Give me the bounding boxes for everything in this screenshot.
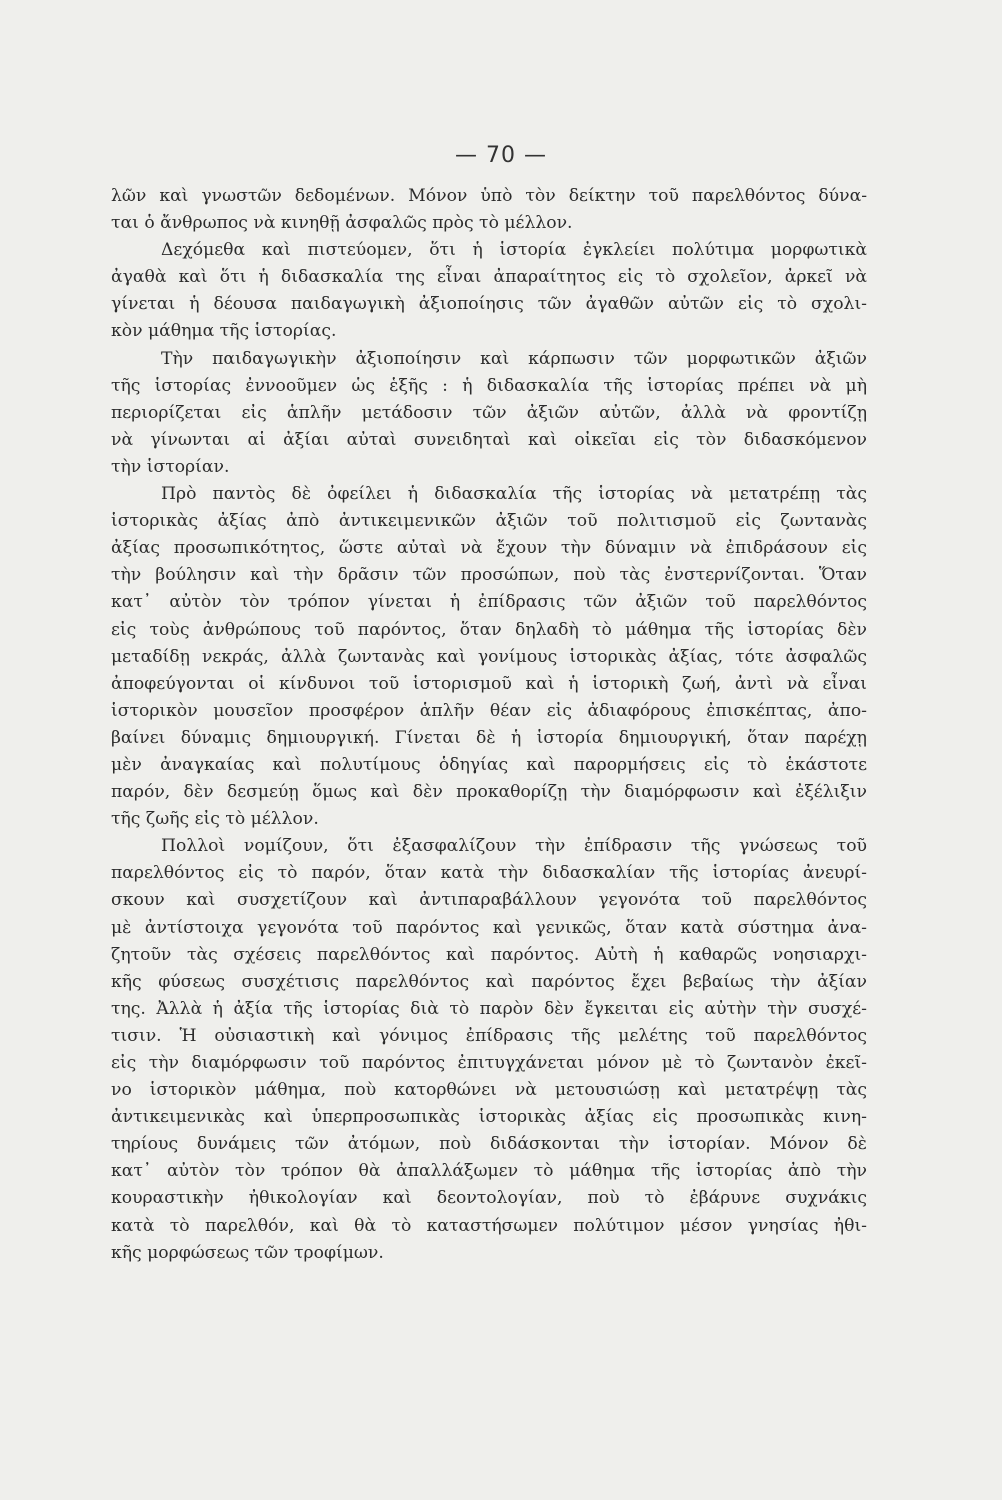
text-line: τῆς ζωῆς εἰς τὸ μέλλον. <box>111 809 319 830</box>
text-line: τὴν ἱστορίαν. <box>111 456 230 477</box>
text-line: Πολλοὶ νομίζουν, ὅτι ἐξασφαλίζουν τὴν ἐπίδρασιν τῆς γνώσεως τοῦ <box>161 836 867 857</box>
text-line: εἰς τοὺς ἀνθρώπους τοῦ παρόντος, ὅταν δηλαδὴ τὸ μάθημα τῆς ἱστορίας δὲν <box>111 619 867 640</box>
text-line: κατ᾽ αὐτὸν τὸν τρόπον θὰ ἀπαλλάξωμεν τὸ μάθημα τῆς ἱστορίας ἀπὸ τὴν <box>111 1161 867 1182</box>
text-line: Πρὸ παντὸς δὲ ὀφείλει ἡ διδασκαλία τῆς ἱστορίας νὰ μετατρέπῃ τὰς <box>161 484 867 505</box>
text-line: γίνεται ἡ δέουσα παιδαγωγικὴ ἀξιοποίησις τῶν ἀγαθῶν αὐτῶν εἰς τὸ σχολι- <box>111 294 867 315</box>
body-text <box>111 183 867 1267</box>
text-line: Τὴν παιδαγωγικὴν ἀξιοποίησιν καὶ κάρπωσιν τῶν μορφωτικῶν ἀξιῶν <box>161 348 867 369</box>
text-line: μεταδίδῃ νεκράς, ἀλλὰ ζωντανὰς καὶ γονίμους ἱστορικὰς ἀξίας, τότε ἀσφαλῶς <box>111 646 867 667</box>
text-line: ἱστορικὸν μουσεῖον προσφέρον ἁπλῆν θέαν εἰς ἀδιαφόρους ἐπισκέπτας, ἀπο- <box>111 700 867 721</box>
text-line: κατ᾽ αὐτὸν τὸν τρόπον γίνεται ἡ ἐπίδρασις τῶν ἀξιῶν τοῦ παρελθόντος <box>111 592 867 613</box>
text-line: εἰς τὴν διαμόρφωσιν τοῦ παρόντος ἐπιτυγχάνεται μόνον μὲ τὸ ζωντανὸν ἐκεῖ- <box>111 1053 867 1073</box>
text-line: ται ὁ ἄνθρωπος νὰ κινηθῇ ἀσφαλῶς πρὸς τὸ μέλλον. <box>111 213 573 234</box>
text-line: ἀντικειμενικὰς καὶ ὑπερπροσωπικὰς ἱστορικὰς ἀξίας εἰς προσωπικὰς κινη- <box>111 1107 867 1128</box>
text-line: παρελθόντος εἰς τὸ παρόν, ὅταν κατὰ τὴν διδασκαλίαν τῆς ἱστορίας ἀνευρί- <box>111 863 867 884</box>
text-line: τῆς ἱστορίας ἐννοοῦμεν ὡς ἑξῆς : ἡ διδασκαλία τῆς ἱστορίας πρέπει νὰ μὴ <box>111 375 867 396</box>
text-line: κῆς μορφώσεως τῶν τροφίμων. <box>111 1242 384 1263</box>
text-line: Δεχόμεθα καὶ πιστεύομεν, ὅτι ἡ ἱστορία ἐγκλείει πολύτιμα μορφωτικὰ <box>161 240 867 261</box>
text-line: ἱστορικὰς ἀξίας ἀπὸ ἀντικειμενικῶν ἀξιῶν τοῦ πολιτισμοῦ εἰς ζωντανὰς <box>111 511 867 532</box>
text-line: σκουν καὶ συσχετίζουν καὶ ἀντιπαραβάλλουν γεγονότα τοῦ παρελθόντος <box>111 890 867 911</box>
text-line: τηρίους δυνάμεις τῶν ἀτόμων, ποὺ διδάσκονται τὴν ἱστορίαν. Μόνον δὲ <box>111 1134 867 1155</box>
text-line: τὴν βούλησιν καὶ τὴν δρᾶσιν τῶν προσώπων, ποὺ τὰς ἐνστερνίζονται. Ὅταν <box>111 565 867 586</box>
text-line: ἀγαθὰ καὶ ὅτι ἡ διδασκαλία της εἶναι ἀπαραίτητος εἰς τὸ σχολεῖον, ἀρκεῖ νὰ <box>111 267 867 288</box>
text-line: βαίνει δύναμις δημιουργική. Γίνεται δὲ ἡ ἱστορία δημιουργική, ὅταν παρέχῃ <box>111 727 867 748</box>
text-line: νο ἱστορικὸν μάθημα, ποὺ κατορθώνει νὰ μετουσιώσῃ καὶ μετατρέψῃ τὰς <box>111 1080 867 1101</box>
text-line: κατὰ τὸ παρελθόν, καὶ θὰ τὸ καταστήσωμεν πολύτιμον μέσον γνησίας ἠθι- <box>111 1215 867 1236</box>
text-line: της. Ἀλλὰ ἡ ἀξία τῆς ἱστορίας διὰ τὸ παρὸν δὲν ἔγκειται εἰς αὐτὴν τὴν συσχέ- <box>111 998 867 1019</box>
text-line: νὰ γίνωνται αἱ ἀξίαι αὐταὶ συνειδηταὶ καὶ οἰκεῖαι εἰς τὸν διδασκόμενον <box>111 429 867 450</box>
text-line: κουραστικὴν ἠθικολογίαν καὶ δεοντολογίαν, ποὺ τὸ ἐβάρυνε συχνάκις <box>111 1188 867 1209</box>
text-line: κῆς φύσεως συσχέτισις παρελθόντος καὶ παρόντος ἔχει βεβαίως τὴν ἀξίαν <box>111 971 867 992</box>
text-line: ζητοῦν τὰς σχέσεις παρελθόντος καὶ παρόντος. Αὐτὴ ἡ καθαρῶς νοησιαρχι- <box>111 944 867 965</box>
text-line: μὲν ἀναγκαίας καὶ πολυτίμους ὁδηγίας καὶ παρορμήσεις εἰς τὸ ἑκάστοτε <box>111 754 867 775</box>
text-line: τισιν. Ἡ οὐσιαστικὴ καὶ γόνιμος ἐπίδρασις τῆς μελέτης τοῦ παρελθόντος <box>111 1025 867 1046</box>
text-line: κὸν μάθημα τῆς ἱστορίας. <box>111 321 337 342</box>
text-line: μὲ ἀντίστοιχα γεγονότα τοῦ παρόντος καὶ γενικῶς, ὅταν κατὰ σύστημα ἀνα- <box>111 917 867 938</box>
text-line: ἀξίας προσωπικότητος, ὥστε αὐταὶ νὰ ἔχουν τὴν δύναμιν νὰ ἐπιδράσουν εἰς <box>111 538 867 559</box>
page-number: — 70 — <box>455 143 547 168</box>
text-line: λῶν καὶ γνωστῶν δεδομένων. Μόνον ὑπὸ τὸν δείκτην τοῦ παρελθόντος δύνα- <box>111 186 867 206</box>
text-line: περιορίζεται εἰς ἁπλῆν μετάδοσιν τῶν ἀξιῶν αὐτῶν, ἀλλὰ νὰ φροντίζῃ <box>111 402 867 423</box>
text-line: ἀποφεύγονται οἱ κίνδυνοι τοῦ ἱστορισμοῦ καὶ ἡ ἱστορικὴ ζωή, ἀντὶ νὰ εἶναι <box>111 673 867 694</box>
text-line: παρόν, δὲν δεσμεύῃ ὅμως καὶ δὲν προκαθορίζῃ τὴν διαμόρφωσιν καὶ ἐξέλιξιν <box>111 782 867 803</box>
